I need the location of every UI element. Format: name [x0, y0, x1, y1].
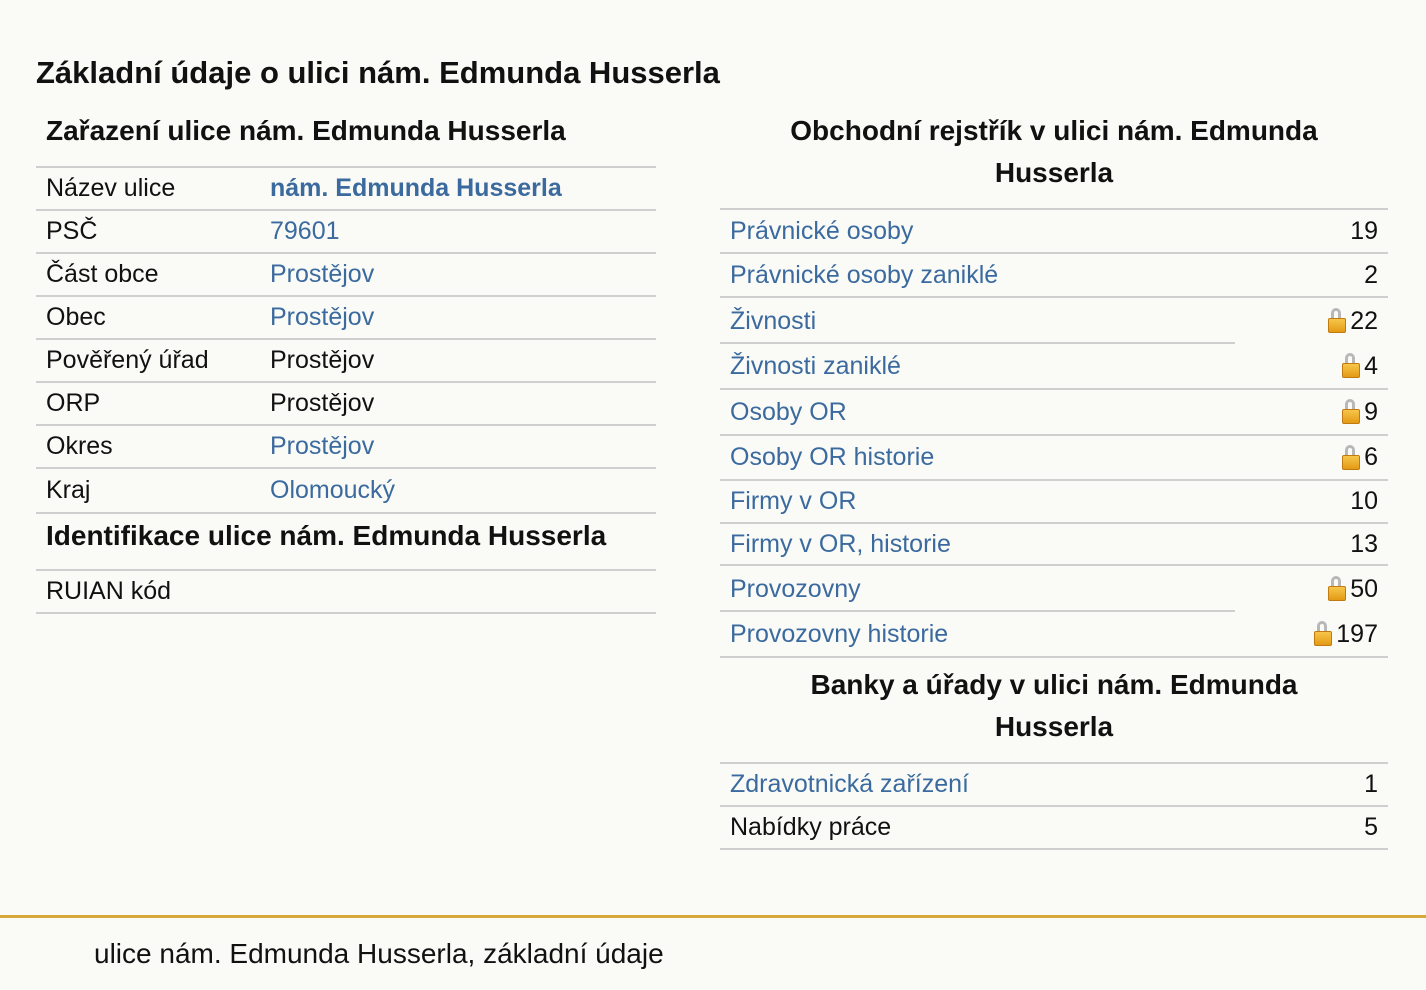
orp-value: Prostějov: [270, 389, 375, 417]
legal-entities-defunct-count: 2: [1364, 260, 1378, 289]
legal-entities-defunct-link[interactable]: Právnické osoby zaniklé: [730, 260, 999, 289]
job-offers-count: 5: [1364, 813, 1378, 841]
footer-divider: [0, 915, 1426, 918]
health-facilities-link[interactable]: Zdravotnická zařízení: [730, 770, 969, 798]
list-item: [720, 298, 1388, 344]
job-offers-label: Nabídky práce: [730, 813, 892, 841]
county-link[interactable]: Prostějov: [270, 432, 375, 460]
row-label: Okres: [46, 432, 113, 460]
list-item: [720, 566, 1388, 612]
row-label: PSČ: [46, 217, 98, 245]
classification-title: Zařazení ulice nám. Edmunda Husserla: [36, 110, 656, 168]
authorized-office-value: Prostějov: [270, 346, 375, 374]
list-item: [720, 344, 1388, 390]
list-item: [720, 807, 1388, 850]
list-item: [720, 612, 1388, 658]
trades-defunct-count: 4: [1364, 351, 1378, 380]
row-label: Obec: [46, 303, 106, 331]
establishments-count: 50: [1350, 574, 1378, 603]
list-item: [720, 210, 1388, 254]
list-item: [720, 524, 1388, 566]
list-item: [720, 390, 1388, 436]
register-title: [720, 110, 1388, 210]
table-row: [36, 340, 656, 383]
register-title-line2: Husserla: [994, 157, 1114, 188]
legal-entities-count: 19: [1350, 216, 1378, 245]
footer-text: ulice nám. Edmunda Husserla, základní údaje: [94, 938, 664, 969]
region-link[interactable]: Olomoucký: [270, 476, 396, 504]
lock-icon: [1342, 399, 1360, 425]
companies-or-history-link[interactable]: Firmy v OR, historie: [730, 529, 951, 558]
table-row: [36, 211, 656, 254]
companies-or-count: 10: [1350, 487, 1378, 515]
companies-or-link[interactable]: Firmy v OR: [730, 487, 857, 515]
establishments-history-count: 197: [1336, 619, 1378, 648]
lock-icon: [1342, 445, 1360, 471]
municipality-link[interactable]: Prostějov: [270, 303, 375, 331]
lock-icon: [1328, 576, 1346, 602]
street-name-link[interactable]: nám. Edmunda Husserla: [270, 174, 562, 202]
trades-defunct-link[interactable]: Živnosti zaniklé: [730, 351, 901, 380]
register-title-line1: Obchodní rejstřík v ulici nám. Edmunda: [790, 115, 1318, 146]
table-row: [36, 297, 656, 340]
identification-title: Identifikace ulice nám. Edmunda Husserla: [36, 514, 656, 571]
banks-title: [720, 664, 1388, 764]
banks-title-line2: Husserla: [994, 711, 1114, 742]
list-item: [720, 764, 1388, 807]
table-row: [36, 383, 656, 426]
postal-code-link[interactable]: 79601: [270, 217, 340, 245]
health-facilities-count: 1: [1364, 770, 1378, 798]
district-part-link[interactable]: Prostějov: [270, 260, 375, 288]
banks-title-line1: Banky a úřady v ulici nám. Edmunda: [810, 669, 1298, 700]
lock-icon: [1342, 353, 1360, 379]
lock-icon: [1328, 308, 1346, 334]
row-label: Pověřený úřad: [46, 346, 209, 374]
list-item: [720, 481, 1388, 524]
trades-link[interactable]: Živnosti: [730, 306, 817, 335]
establishments-link[interactable]: Provozovny: [730, 574, 861, 603]
persons-or-count: 9: [1364, 397, 1378, 426]
companies-or-history-count: 13: [1350, 529, 1378, 558]
list-item: [720, 254, 1388, 298]
persons-or-history-count: 6: [1364, 443, 1378, 471]
legal-entities-link[interactable]: Právnické osoby: [730, 216, 914, 245]
persons-or-history-link[interactable]: Osoby OR historie: [730, 443, 935, 471]
table-row: [36, 168, 656, 211]
row-label: ORP: [46, 389, 101, 417]
row-label: Kraj: [46, 476, 91, 504]
row-label: Název ulice: [46, 174, 176, 202]
page-title: Základní údaje o ulici nám. Edmunda Husserla: [36, 55, 720, 90]
table-row: [36, 254, 656, 297]
establishments-history-link[interactable]: Provozovny historie: [730, 619, 949, 648]
street-classification-section: [36, 110, 656, 614]
trades-count: 22: [1350, 306, 1378, 335]
lock-icon: [1314, 621, 1332, 647]
table-row: [36, 571, 656, 614]
row-label: Část obce: [46, 260, 159, 288]
ruian-label: RUIAN kód: [46, 577, 172, 605]
table-row: [36, 469, 656, 512]
business-register-section: [720, 110, 1388, 850]
table-row: [36, 426, 656, 469]
list-item: [720, 436, 1388, 481]
persons-or-link[interactable]: Osoby OR: [730, 397, 847, 426]
